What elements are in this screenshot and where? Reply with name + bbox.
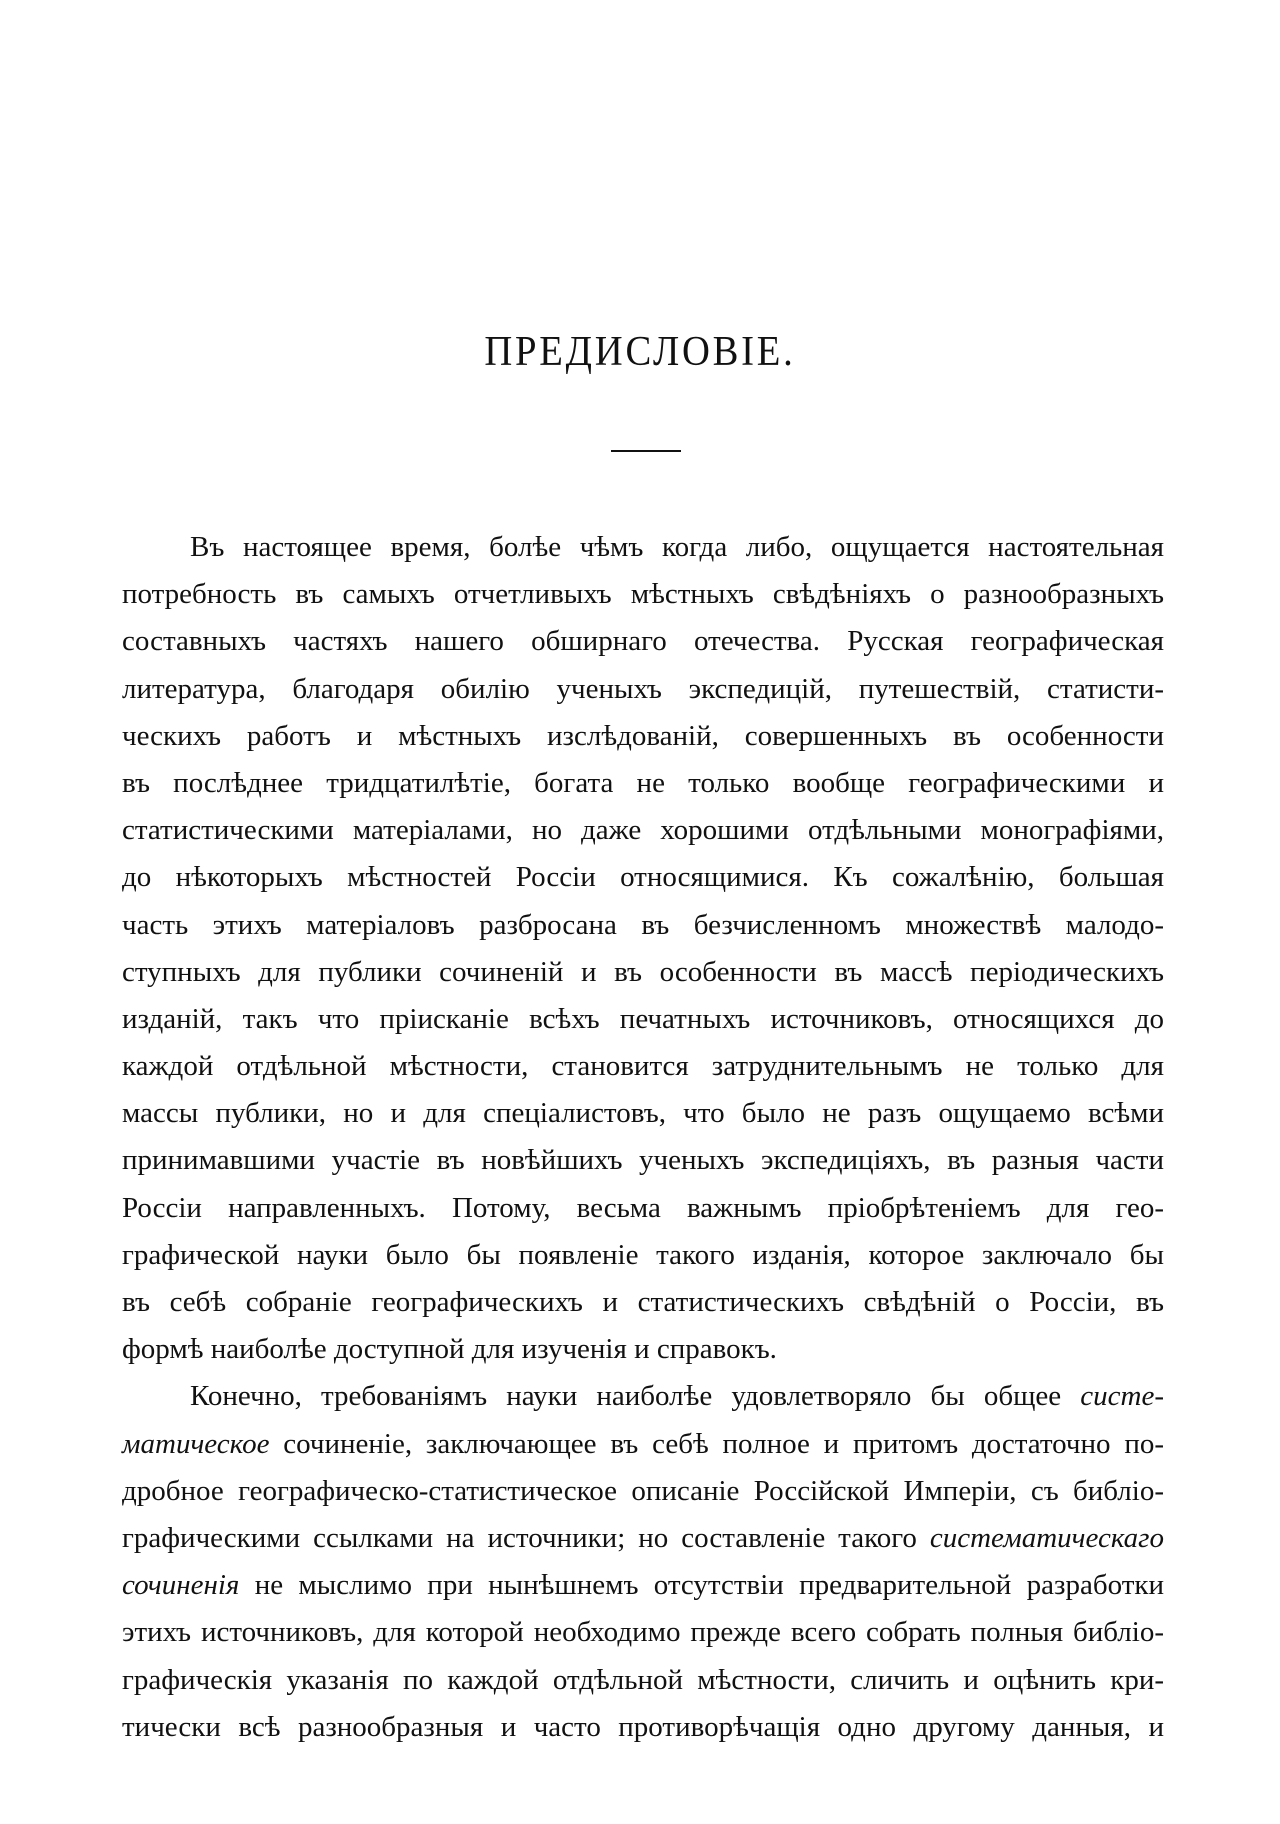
text-segment: формѣ наиболѣе доступной для изученія и справокъ. (122, 1333, 777, 1366)
text-line (122, 1704, 1164, 1751)
text-segment: Россіи направленныхъ. Потому, весьма важнымъ пріобрѣтеніемъ для гео- (122, 1191, 1164, 1224)
text-line (122, 1137, 1164, 1184)
text-segment: литература, благодаря обилію ученыхъ экспедицій, путешествій, статисти- (122, 672, 1164, 705)
text-line (122, 571, 1164, 618)
italic-text: систематическаго (929, 1521, 1164, 1554)
text-line (122, 666, 1164, 713)
text-segment: графической науки было бы появленіе такого изданія, которое заключало бы (122, 1238, 1164, 1271)
text-segment: составныхъ частяхъ нашего обширнаго отечества. Русская географическая (122, 625, 1164, 658)
text-line (122, 713, 1164, 760)
text-segment: тически всѣ разнообразныя и часто противорѣчащія одно другому данныя, и (122, 1710, 1164, 1743)
text-line (122, 854, 1164, 901)
text-line (122, 1279, 1164, 1326)
text-segment: дробное географическо-статистическое описаніе Россійской Имперіи, съ библіо- (122, 1474, 1164, 1507)
text-segment: изданій, такъ что пріисканіе всѣхъ печатныхъ источниковъ, относящихся до (122, 1002, 1164, 1035)
text-line (122, 1326, 1164, 1373)
text-segment: не мыслимо при нынѣшнемъ отсутствіи предварительной разработки (239, 1569, 1164, 1602)
text-segment: этихъ источниковъ, для которой необходимо прежде всего собрать полныя библіо- (122, 1616, 1164, 1649)
text-segment: потребность въ самыхъ отчетливыхъ мѣстныхъ свѣдѣніяхъ о разнообразныхъ (122, 578, 1164, 611)
text-segment: графическія указанія по каждой отдѣльной мѣстности, сличить и оцѣнить кри- (122, 1663, 1164, 1696)
text-line (122, 1185, 1164, 1232)
text-line (122, 996, 1164, 1043)
text-line (122, 1043, 1164, 1090)
text-line (122, 1609, 1164, 1656)
text-line (122, 949, 1164, 996)
text-segment: графическими ссылками на источники; но составленіе такого (122, 1521, 930, 1554)
text-segment: часть этихъ матеріаловъ разбросана въ безчисленномъ множествѣ малодо- (122, 908, 1164, 941)
text-line (122, 807, 1164, 854)
title-divider (611, 450, 681, 452)
text-segment: ступныхъ для публики сочиненій и въ особенности въ массѣ періодическихъ (122, 955, 1164, 988)
text-line (122, 618, 1164, 665)
text-line (122, 902, 1164, 949)
text-line (122, 1657, 1164, 1704)
text-segment: Въ настоящее время, болѣе чѣмъ когда либо, ощущается настоятельная (190, 531, 1164, 563)
text-segment: Конечно, требованіямъ науки наиболѣе удовлетворяло бы общее (190, 1380, 1081, 1413)
text-segment: въ послѣднее тридцатилѣтіе, богата не только вообще географическими и (122, 766, 1164, 799)
text-segment: статистическими матеріалами, но даже хорошими отдѣльными монографіями, (122, 814, 1164, 847)
text-line (122, 760, 1164, 807)
text-segment: каждой отдѣльной мѣстности, становится затруднительнымъ не только для (122, 1050, 1164, 1083)
body-text (122, 524, 1164, 1751)
text-segment: до нѣкоторыхъ мѣстностей Россіи относящимися. Къ сожалѣнію, большая (122, 861, 1164, 894)
text-segment: сочиненіе, заключающее въ себѣ полное и притомъ достаточно по- (269, 1427, 1164, 1460)
text-segment: принимавшими участіе въ новѣйшихъ ученыхъ экспедиціяхъ, въ разныя части (122, 1144, 1164, 1177)
text-line (122, 524, 1164, 571)
italic-text: матическое (122, 1427, 270, 1460)
text-line (122, 1373, 1164, 1420)
text-line (122, 1090, 1164, 1137)
text-segment: ческихъ работъ и мѣстныхъ изслѣдованій, совершенныхъ въ особенности (122, 719, 1164, 752)
text-segment: въ себѣ собраніе географическихъ и статистическихъ свѣдѣній о Россіи, въ (122, 1286, 1164, 1318)
text-line (122, 1515, 1164, 1562)
text-line (122, 1232, 1164, 1279)
italic-text: систе- (1080, 1380, 1164, 1413)
page-title: ПРЕДИСЛОВІЕ. (484, 329, 796, 375)
text-line (122, 1562, 1164, 1609)
text-segment: массы публики, но и для спеціалистовъ, что было не разъ ощущаемо всѣми (122, 1097, 1164, 1130)
text-line (122, 1421, 1164, 1468)
text-line (122, 1468, 1164, 1515)
italic-text: сочиненія (122, 1569, 240, 1602)
